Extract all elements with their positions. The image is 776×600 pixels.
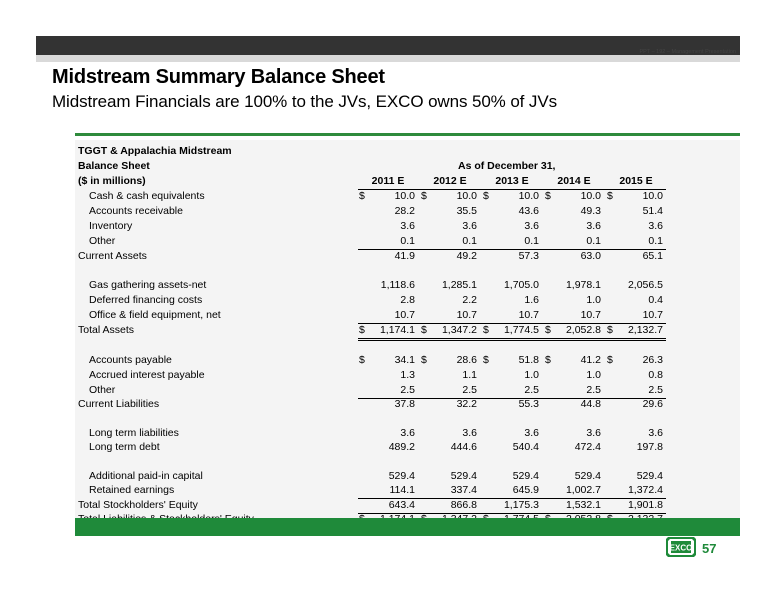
value-cell <box>606 499 666 514</box>
value-cell <box>420 220 480 235</box>
cell-value: 0.8 <box>648 369 663 381</box>
cell-value: 3.6 <box>462 220 477 232</box>
value-cell <box>544 427 604 442</box>
value-cell <box>420 499 480 514</box>
cell-value: 10.0 <box>394 190 415 202</box>
table-subtitle: Balance Sheet <box>78 160 150 172</box>
cell-value: 49.3 <box>580 205 601 217</box>
top-banner <box>36 36 740 55</box>
value-cell <box>358 398 418 413</box>
cell-value: 197.8 <box>636 441 663 453</box>
row-label: Long term liabilities <box>89 427 179 439</box>
row-label: Inventory <box>89 220 133 232</box>
cell-value: 2.5 <box>586 384 601 396</box>
cell-value: 1,774.5 <box>503 324 539 336</box>
cell-value: 3.6 <box>586 220 601 232</box>
cell-value: 2.5 <box>400 384 415 396</box>
cell-value: 1.1 <box>462 369 477 381</box>
exco-logo-icon <box>664 535 698 559</box>
value-cell <box>420 279 480 294</box>
value-cell <box>482 250 542 265</box>
value-cell <box>544 190 604 205</box>
cell-value: 0.1 <box>462 235 477 247</box>
cell-value: 2,132.7 <box>627 324 663 336</box>
cell-value: 3.6 <box>462 427 477 439</box>
row-label: Total Assets <box>78 324 135 336</box>
table-row <box>78 235 678 250</box>
cell-value: 3.6 <box>400 220 415 232</box>
cell-value: 114.1 <box>389 484 415 496</box>
cell-value: 10.0 <box>642 190 663 202</box>
table-row <box>78 398 678 413</box>
value-cell <box>358 427 418 442</box>
dollar-sign: $ <box>421 324 427 336</box>
value-cell <box>544 441 604 456</box>
cell-value: 51.8 <box>518 354 539 366</box>
value-cell <box>606 294 666 309</box>
value-cell <box>420 205 480 220</box>
cell-value: 32.2 <box>456 398 477 410</box>
cell-value: 489.2 <box>388 441 415 453</box>
dollar-sign: $ <box>359 324 365 336</box>
table-row <box>78 441 678 456</box>
table-row <box>78 354 678 369</box>
presentation-label: PPT – 192 – Management Presentation <box>639 49 736 55</box>
value-cell <box>544 250 604 265</box>
cell-value: 10.7 <box>580 309 601 321</box>
value-cell <box>544 499 604 514</box>
value-cell <box>358 441 418 456</box>
cell-value: 55.3 <box>518 398 539 410</box>
value-cell <box>482 499 542 514</box>
value-cell <box>606 398 666 413</box>
cell-value: 1,174.1 <box>379 324 415 336</box>
table-row <box>78 220 678 235</box>
row-label: Additional paid-in capital <box>89 470 203 482</box>
value-cell <box>420 190 480 205</box>
dollar-sign: $ <box>545 190 551 202</box>
column-header: 2014 E <box>557 175 591 187</box>
cell-value: 1,978.1 <box>565 279 601 291</box>
value-cell <box>606 441 666 456</box>
cell-value: 65.1 <box>642 250 663 262</box>
cell-value: 1,901.8 <box>627 499 663 511</box>
column-header-row <box>78 175 678 190</box>
value-cell <box>420 470 480 485</box>
table-row <box>78 250 678 265</box>
cell-value: 1,532.1 <box>565 499 601 511</box>
cell-value: 43.6 <box>518 205 539 217</box>
value-cell <box>420 369 480 384</box>
value-cell <box>544 369 604 384</box>
row-label: Cash & cash equivalents <box>89 190 205 202</box>
table-row <box>78 309 678 324</box>
slide-title: Midstream Summary Balance Sheet <box>52 66 385 88</box>
value-cell <box>606 205 666 220</box>
cell-value: 1,347.2 <box>441 324 477 336</box>
footer-green-bar <box>75 518 740 536</box>
cell-value: 0.1 <box>586 235 601 247</box>
cell-value: 1,705.0 <box>503 279 539 291</box>
value-cell <box>420 441 480 456</box>
value-cell <box>544 294 604 309</box>
cell-value: 10.7 <box>642 309 663 321</box>
column-header: 2015 E <box>619 175 653 187</box>
row-label: Gas gathering assets-net <box>89 279 207 291</box>
value-cell <box>544 398 604 413</box>
dollar-sign: $ <box>483 354 489 366</box>
value-cell <box>358 484 418 499</box>
value-cell <box>606 279 666 294</box>
dollar-sign: $ <box>359 354 365 366</box>
cell-value: 34.1 <box>394 354 415 366</box>
value-cell <box>544 309 604 324</box>
value-cell <box>358 499 418 514</box>
cell-value: 0.4 <box>648 294 663 306</box>
cell-value: 28.6 <box>456 354 477 366</box>
value-cell <box>420 235 480 250</box>
cell-value: 1.0 <box>586 369 601 381</box>
dollar-sign: $ <box>483 190 489 202</box>
dollar-sign: $ <box>359 190 365 202</box>
cell-value: 3.6 <box>648 427 663 439</box>
cell-value: 10.7 <box>394 309 415 321</box>
value-cell <box>482 324 542 339</box>
cell-value: 2,052.8 <box>565 324 601 336</box>
table-row <box>78 499 678 514</box>
row-label: Total Stockholders' Equity <box>78 499 198 511</box>
page-number: 57 <box>702 541 717 556</box>
table-title: TGGT & Appalachia Midstream <box>78 145 232 157</box>
value-cell <box>606 484 666 499</box>
dollar-sign: $ <box>483 324 489 336</box>
value-cell <box>482 384 542 399</box>
dollar-sign: $ <box>607 190 613 202</box>
value-cell <box>606 190 666 205</box>
cell-value: 866.8 <box>450 499 477 511</box>
value-cell <box>544 354 604 369</box>
value-cell <box>420 294 480 309</box>
slide-subtitle: Midstream Financials are 100% to the JVs, EXCO owns 50% of JVs <box>52 92 557 111</box>
cell-value: 643.4 <box>388 499 415 511</box>
value-cell <box>358 235 418 250</box>
cell-value: 3.6 <box>524 220 539 232</box>
cell-value: 1,175.3 <box>503 499 539 511</box>
table-subtitle-row <box>78 160 678 175</box>
value-cell <box>482 205 542 220</box>
dollar-sign: $ <box>545 354 551 366</box>
cell-value: 3.6 <box>586 427 601 439</box>
value-cell <box>420 398 480 413</box>
cell-value: 529.4 <box>574 470 601 482</box>
cell-value: 37.8 <box>394 398 415 410</box>
value-cell <box>606 220 666 235</box>
value-cell <box>482 398 542 413</box>
value-cell <box>482 427 542 442</box>
row-label: Accounts payable <box>89 354 172 366</box>
svg-text:EXCO: EXCO <box>669 543 693 553</box>
value-cell <box>358 205 418 220</box>
column-header: 2013 E <box>495 175 529 187</box>
value-cell <box>358 279 418 294</box>
value-cell <box>544 235 604 250</box>
cell-value: 28.2 <box>394 205 415 217</box>
value-cell <box>358 220 418 235</box>
table-row <box>78 369 678 384</box>
value-cell <box>420 309 480 324</box>
value-cell <box>606 235 666 250</box>
column-header: 2012 E <box>433 175 467 187</box>
value-cell <box>358 384 418 399</box>
row-label: Long term debt <box>89 441 160 453</box>
value-cell <box>482 441 542 456</box>
green-divider <box>75 133 740 136</box>
value-cell <box>544 484 604 499</box>
value-cell <box>358 369 418 384</box>
top-banner-stripe <box>36 55 740 62</box>
value-cell <box>420 324 480 339</box>
table-row <box>78 190 678 205</box>
cell-value: 0.1 <box>400 235 415 247</box>
dollar-sign: $ <box>421 190 427 202</box>
value-cell <box>544 220 604 235</box>
period-header: As of December 31, <box>458 160 556 172</box>
cell-value: 26.3 <box>642 354 663 366</box>
table-row <box>78 324 678 339</box>
cell-value: 529.4 <box>512 470 539 482</box>
value-cell <box>358 309 418 324</box>
cell-value: 2.8 <box>400 294 415 306</box>
row-label: Accrued interest payable <box>89 369 205 381</box>
cell-value: 0.1 <box>648 235 663 247</box>
cell-value: 41.2 <box>580 354 601 366</box>
cell-value: 35.5 <box>456 205 477 217</box>
row-label: Deferred financing costs <box>89 294 203 306</box>
cell-value: 1,285.1 <box>441 279 477 291</box>
cell-value: 444.6 <box>450 441 477 453</box>
cell-value: 529.4 <box>450 470 477 482</box>
cell-value: 3.6 <box>524 427 539 439</box>
cell-value: 3.6 <box>648 220 663 232</box>
cell-value: 10.0 <box>518 190 539 202</box>
value-cell <box>606 369 666 384</box>
dollar-sign: $ <box>607 324 613 336</box>
row-label: Other <box>89 235 116 247</box>
value-cell <box>606 309 666 324</box>
value-cell <box>358 354 418 369</box>
value-cell <box>482 190 542 205</box>
value-cell <box>606 384 666 399</box>
cell-value: 472.4 <box>574 441 601 453</box>
cell-value: 0.1 <box>524 235 539 247</box>
cell-value: 63.0 <box>580 250 601 262</box>
cell-value: 529.4 <box>636 470 663 482</box>
value-cell <box>482 354 542 369</box>
cell-value: 1,002.7 <box>565 484 601 496</box>
cell-value: 10.7 <box>518 309 539 321</box>
cell-value: 2.5 <box>462 384 477 396</box>
table-row <box>78 427 678 442</box>
cell-value: 57.3 <box>518 250 539 262</box>
cell-value: 2.2 <box>462 294 477 306</box>
table-row <box>78 470 678 485</box>
value-cell <box>420 354 480 369</box>
table-row <box>78 484 678 499</box>
value-cell <box>358 190 418 205</box>
table-row <box>78 205 678 220</box>
value-cell <box>482 279 542 294</box>
value-cell <box>544 384 604 399</box>
value-cell <box>482 220 542 235</box>
value-cell <box>482 369 542 384</box>
table-row <box>78 384 678 399</box>
table-row <box>78 279 678 294</box>
cell-value: 529.4 <box>388 470 415 482</box>
value-cell <box>544 279 604 294</box>
column-header: 2011 E <box>371 175 405 187</box>
cell-value: 1,118.6 <box>380 279 415 291</box>
cell-value: 2,056.5 <box>627 279 663 291</box>
dollar-sign: $ <box>607 354 613 366</box>
cell-value: 2.5 <box>524 384 539 396</box>
value-cell <box>358 294 418 309</box>
double-underline <box>358 338 666 341</box>
value-cell <box>606 250 666 265</box>
row-label: Office & field equipment, net <box>89 309 221 321</box>
row-label: Current Assets <box>78 250 147 262</box>
value-cell <box>482 484 542 499</box>
cell-value: 337.4 <box>450 484 477 496</box>
value-cell <box>544 205 604 220</box>
value-cell <box>420 484 480 499</box>
cell-value: 41.9 <box>394 250 415 262</box>
dollar-sign: $ <box>545 324 551 336</box>
value-cell <box>606 470 666 485</box>
dollar-sign: $ <box>421 354 427 366</box>
value-cell <box>420 384 480 399</box>
cell-value: 1.6 <box>524 294 539 306</box>
value-cell <box>358 324 418 339</box>
value-cell <box>420 250 480 265</box>
value-cell <box>544 324 604 339</box>
cell-value: 10.0 <box>580 190 601 202</box>
value-cell <box>544 470 604 485</box>
value-cell <box>606 427 666 442</box>
cell-value: 1.0 <box>524 369 539 381</box>
cell-value: 10.7 <box>456 309 477 321</box>
row-label: Current Liabilities <box>78 398 160 410</box>
value-cell <box>358 470 418 485</box>
cell-value: 1.0 <box>586 294 601 306</box>
value-cell <box>606 354 666 369</box>
cell-value: 1,372.4 <box>627 484 663 496</box>
cell-value: 49.2 <box>456 250 477 262</box>
cell-value: 2.5 <box>648 384 663 396</box>
table-title-row <box>78 145 678 160</box>
row-label: Retained earnings <box>89 484 175 496</box>
value-cell <box>420 427 480 442</box>
cell-value: 1.3 <box>400 369 415 381</box>
cell-value: 44.8 <box>580 398 601 410</box>
value-cell <box>482 235 542 250</box>
row-label: Other <box>89 384 116 396</box>
value-cell <box>482 309 542 324</box>
cell-value: 645.9 <box>512 484 539 496</box>
units-label: ($ in millions) <box>78 175 146 187</box>
cell-value: 29.6 <box>642 398 663 410</box>
cell-value: 51.4 <box>642 205 663 217</box>
value-cell <box>482 470 542 485</box>
cell-value: 540.4 <box>512 441 539 453</box>
cell-value: 3.6 <box>400 427 415 439</box>
table-row <box>78 294 678 309</box>
value-cell <box>358 250 418 265</box>
value-cell <box>482 294 542 309</box>
cell-value: 10.0 <box>456 190 477 202</box>
value-cell <box>606 324 666 339</box>
row-label: Accounts receivable <box>89 205 183 217</box>
